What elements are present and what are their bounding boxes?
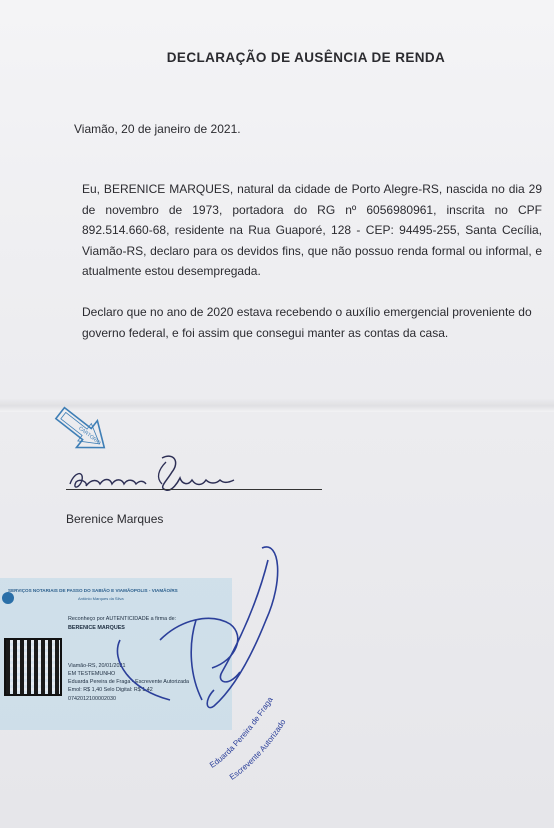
svg-text:CARTÓRIO: CARTÓRIO xyxy=(77,425,102,447)
handwritten-clerk-title: Escrevente Autorizado xyxy=(227,717,288,782)
notary-testimony: EM TESTEMUNHO xyxy=(68,671,116,677)
emergency-aid-paragraph: Declaro que no ano de 2020 estava recebendo o auxílio emergencial proveniente do governo federal, e foi assim que consegui manter as contas da casa. xyxy=(82,305,532,340)
notary-subheader: Antônio Marques da Silva xyxy=(78,596,124,601)
notary-place-date: Viamão-RS, 20/01/2021 xyxy=(68,663,126,669)
notary-header: SERVIÇOS NOTARIAIS DE PASSO DO SABIÃO E VIAMÃOPOLIS - VIAMÃO/RS xyxy=(8,588,178,593)
signer-name: Berenice Marques xyxy=(66,512,164,526)
notary-signer-line: BERENICE MARQUES xyxy=(68,625,125,631)
place-date: Viamão, 20 de janeiro de 2021. xyxy=(74,122,241,136)
blue-ink-signature xyxy=(117,547,277,708)
notary-clerk: Eduarda Pereira de Fraga - Escrevente Autorizada xyxy=(68,679,190,685)
document-title: DECLARAÇÃO DE AUSÊNCIA DE RENDA xyxy=(166,50,446,65)
notary-seal-code: 0742012100002030 xyxy=(68,696,116,702)
notary-recognition-line: Reconheço por AUTENTICIDADE a firma de: xyxy=(68,616,177,622)
handwritten-clerk-name: Eduarda Pereira de Fraga xyxy=(208,695,275,770)
declaration-paragraph: Eu, BERENICE MARQUES, natural da cidade de Porto Alegre-RS, nascida no dia 29 de novembro de 1973, portadora do RG nº 6056980961, inscrita no CPF 892.514.660-68, residente na Rua Guaporé, 128 - CEP: 94495-255, Santa Cecília, Viamão-RS, declaro para os devidos fins, que não possuo renda formal ou informal, e atualmente estou desempregada. xyxy=(82,182,542,278)
notary-fees: Emol: R$ 1,40 Selo Digital: R$ 1,42 xyxy=(68,687,153,693)
